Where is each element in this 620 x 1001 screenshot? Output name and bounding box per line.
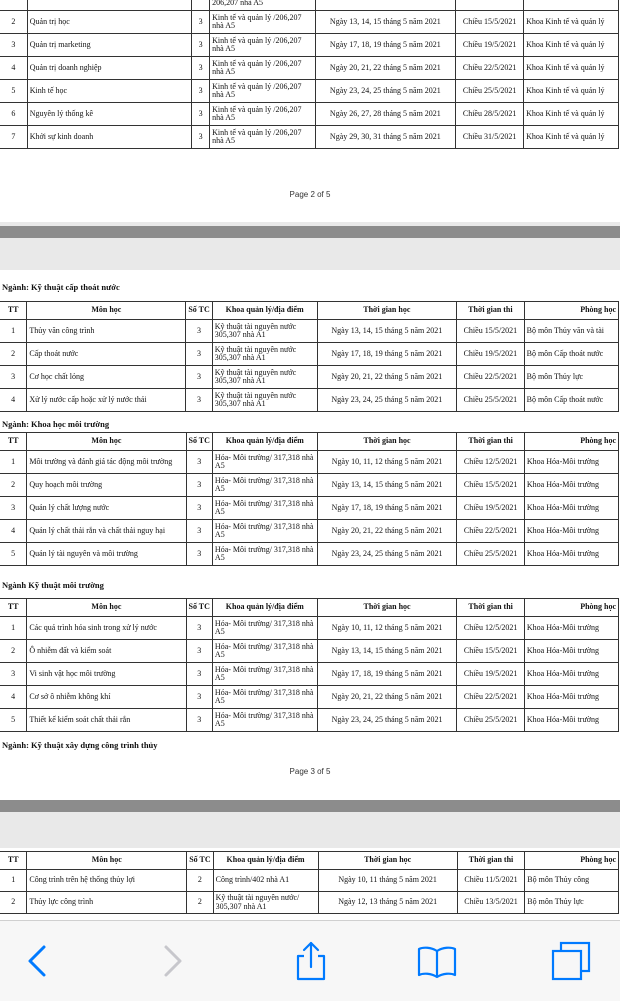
credits-cell: 3 (186, 497, 212, 520)
table-row (0, 543, 619, 566)
column-header: TT (0, 433, 27, 451)
credits-cell: 2 (187, 892, 213, 914)
table-row (0, 103, 619, 126)
row-number-cell: 2 (0, 892, 27, 914)
column-header: Phòng học (524, 302, 618, 320)
bookmarks-button[interactable] (415, 939, 459, 983)
table-row (0, 474, 619, 497)
study-time-cell: Ngày 13, 14, 15 tháng 5 năm 2021 (315, 11, 456, 34)
row-number-cell: 3 (0, 497, 27, 520)
location-cell: Hóa- Môi trường/ 317,318 nhà A5 (212, 520, 317, 543)
row-number-cell: 4 (0, 686, 27, 709)
location-cell: 206,207 nhà A5 (210, 0, 315, 11)
exam-time-cell: Chiều 28/5/2021 (456, 103, 524, 126)
table-row (0, 870, 619, 892)
location-cell: Hóa- Môi trường/ 317,318 nhà A5 (212, 617, 317, 640)
column-header: Số TC (186, 433, 212, 451)
room-cell: Khoa Hóa-Môi trường (524, 617, 618, 640)
schedule-table-management (0, 0, 619, 149)
study-time-cell: Ngày 23, 24, 25 tháng 5 năm 2021 (315, 80, 456, 103)
room-cell: Bộ môn Thủy văn và tài (524, 320, 618, 343)
study-time-cell: Ngày 20, 21, 22 tháng 5 năm 2021 (317, 520, 457, 543)
table-row (0, 320, 619, 343)
table-row (0, 11, 619, 34)
row-number-cell: 3 (0, 34, 27, 57)
row-number-cell: 2 (0, 640, 27, 663)
column-header: Môn học (27, 852, 187, 870)
room-cell: Khoa Kinh tế và quản lý (524, 103, 619, 126)
room-cell: Khoa Hóa-Môi trường (524, 497, 618, 520)
study-time-cell: Ngày 10, 11, 12 tháng 5 năm 2021 (317, 617, 457, 640)
exam-time-cell: Chiều 31/5/2021 (456, 126, 524, 149)
course-name-cell: Quy hoạch môi trường (27, 474, 186, 497)
credits-cell: 3 (186, 520, 212, 543)
row-number-cell: 3 (0, 366, 27, 389)
table-row (0, 520, 619, 543)
room-cell: Bộ môn Cấp thoát nước (524, 343, 618, 366)
course-name-cell: Thủy văn công trình (27, 320, 186, 343)
study-time-cell: Ngày 12, 13 tháng 5 năm 2021 (318, 892, 457, 914)
table-row (0, 343, 619, 366)
row-number-cell: 5 (0, 709, 27, 732)
row-number-cell: 1 (0, 617, 27, 640)
course-name-cell: Thủy lực công trình (27, 892, 187, 914)
schedule-table-water (0, 301, 619, 412)
row-number-cell: 5 (0, 80, 27, 103)
course-name-cell: Công trình trên hệ thống thủy lợi (27, 870, 187, 892)
credits-cell: 3 (186, 617, 212, 640)
forward-button[interactable] (150, 939, 194, 983)
location-cell: Kỹ thuật tài nguyên nước 305,307 nhà A1 (212, 366, 317, 389)
exam-time-cell: Chiều 12/5/2021 (457, 451, 525, 474)
column-header: Thời gian thi (457, 302, 524, 320)
exam-time-cell: Chiều 12/5/2021 (457, 617, 525, 640)
exam-time-cell: Chiều 22/5/2021 (457, 366, 524, 389)
location-cell: Kinh tế và quản lý /206,207 nhà A5 (210, 103, 315, 126)
row-number-cell: 1 (0, 451, 27, 474)
row-number-cell: 1 (0, 320, 27, 343)
exam-time-cell: Chiều 15/5/2021 (457, 320, 524, 343)
credits-cell: 3 (192, 80, 210, 103)
column-header: Số TC (186, 302, 212, 320)
course-name-cell: Quản trị doanh nghiệp (27, 57, 191, 80)
study-time-cell: Ngày 10, 11, 12 tháng 5 năm 2021 (317, 451, 457, 474)
column-header: Thời gian thi (457, 599, 525, 617)
credits-cell: 3 (186, 686, 212, 709)
room-cell: Khoa Kinh tế và quản lý (524, 80, 619, 103)
exam-time-cell: Chiều 19/5/2021 (457, 497, 525, 520)
table-row (0, 389, 619, 412)
room-cell: Bộ môn Thủy công (525, 870, 619, 892)
column-header: Phòng học (525, 852, 619, 870)
location-cell: Kinh tế và quản lý /206,207 nhà A5 (210, 126, 315, 149)
course-name-cell: Quản trị học (27, 11, 191, 34)
column-header: Thời gian học (317, 599, 457, 617)
row-number-cell: 2 (0, 11, 27, 34)
pdf-page-3 (0, 270, 620, 800)
exam-time-cell: Chiều 15/5/2021 (456, 11, 524, 34)
course-name-cell: Quản lý tài nguyên và môi trường (27, 543, 186, 566)
study-time-cell: Ngày 13, 14, 15 tháng 5 năm 2021 (317, 320, 457, 343)
course-name-cell: Khởi sự kinh doanh (27, 126, 191, 149)
location-cell: Kinh tế và quản lý /206,207 nhà A5 (210, 80, 315, 103)
study-time-cell: Ngày 13, 14, 15 tháng 5 năm 2021 (317, 474, 457, 497)
column-header: Thời gian học (317, 433, 457, 451)
study-time-cell: Ngày 17, 18, 19 tháng 5 năm 2021 (315, 34, 456, 57)
course-name-cell: Vi sinh vật học môi trường (27, 663, 186, 686)
share-icon (289, 939, 333, 983)
table-row (0, 709, 619, 732)
location-cell: Hóa- Môi trường/ 317,318 nhà A5 (212, 663, 317, 686)
table-row (0, 57, 619, 80)
location-cell: Hóa- Môi trường/ 317,318 nhà A5 (212, 451, 317, 474)
location-cell: Kỹ thuật tài nguyên nước 305,307 nhà A1 (212, 389, 317, 412)
study-time-cell: Ngày 17, 18, 19 tháng 5 năm 2021 (317, 343, 457, 366)
row-number-cell: 2 (0, 474, 27, 497)
exam-time-cell: Chiều 15/5/2021 (457, 474, 525, 497)
exam-time-cell: Chiều 11/5/2021 (457, 870, 525, 892)
exam-time-cell: Chiều 25/5/2021 (456, 80, 524, 103)
row-number-cell: 2 (0, 343, 27, 366)
column-header: Khoa quản lý/địa điểm (212, 599, 317, 617)
room-cell: Khoa Kinh tế và quản lý (524, 34, 619, 57)
study-time-cell: Ngày 20, 21, 22 tháng 5 năm 2021 (317, 686, 457, 709)
course-name-cell: Môi trường và đánh giá tác động môi trường (27, 451, 186, 474)
room-cell: Bộ môn Thủy lực (525, 892, 619, 914)
schedule-table-envsci (0, 432, 619, 566)
column-header: Môn học (27, 302, 186, 320)
credits-cell: 3 (186, 389, 212, 412)
table-row (0, 663, 619, 686)
study-time-cell: Ngày 20, 21, 22 tháng 5 năm 2021 (315, 57, 456, 80)
exam-time-cell: Chiều 22/5/2021 (457, 520, 525, 543)
page-separator (0, 226, 620, 238)
location-cell: Kinh tế và quản lý /206,207 nhà A5 (210, 34, 315, 57)
room-cell: Khoa Hóa-Môi trường (524, 709, 618, 732)
row-number-cell: 1 (0, 870, 27, 892)
room-cell: Khoa Kinh tế và quản lý (524, 57, 619, 80)
section-title-envsci: Ngành: Khoa học môi trường (2, 419, 110, 429)
location-cell: Hóa- Môi trường/ 317,318 nhà A5 (212, 474, 317, 497)
exam-time-cell: Chiều 25/5/2021 (457, 389, 524, 412)
column-header: Thời gian học (317, 302, 457, 320)
forward-icon (150, 939, 194, 983)
exam-time-cell: Chiều 19/5/2021 (456, 34, 524, 57)
course-name-cell: Ô nhiễm đất và kiểm soát (27, 640, 186, 663)
exam-time-cell: Chiều 13/5/2021 (457, 892, 525, 914)
column-header: Số TC (186, 599, 212, 617)
credits-cell: 3 (186, 640, 212, 663)
exam-time-cell: Chiều 25/5/2021 (457, 709, 525, 732)
page-number: Page 3 of 5 (289, 767, 331, 776)
section-title-enveng: Ngành Kỹ thuật môi trường (2, 580, 104, 590)
location-cell: Hóa- Môi trường/ 317,318 nhà A5 (212, 686, 317, 709)
location-cell: Kỹ thuật tài nguyên nước 305,307 nhà A1 (212, 320, 317, 343)
row-number-cell: 4 (0, 389, 27, 412)
bookmarks-icon (415, 939, 459, 983)
schedule-table-hydro (0, 851, 619, 914)
column-header: Thời gian học (318, 852, 457, 870)
page-separator (0, 800, 620, 812)
course-name-cell: Quản lý chất thải rắn và chất thải nguy hại (27, 520, 186, 543)
credits-cell: 3 (192, 103, 210, 126)
credits-cell: 3 (192, 34, 210, 57)
study-time-cell: Ngày 10, 11 tháng 5 năm 2021 (318, 870, 457, 892)
course-name-cell: Cơ sở ô nhiễm không khí (27, 686, 186, 709)
room-cell: Khoa Hóa-Môi trường (524, 640, 618, 663)
row-number-cell: 4 (0, 520, 27, 543)
course-name-cell: Quản lý chất lượng nước (27, 497, 186, 520)
credits-cell: 3 (186, 474, 212, 497)
study-time-cell: Ngày 17, 18, 19 tháng 5 năm 2021 (317, 497, 457, 520)
table-row (0, 640, 619, 663)
course-name-cell: Cơ học chất lỏng (27, 366, 186, 389)
table-row (0, 80, 619, 103)
study-time-cell: Ngày 20, 21, 22 tháng 5 năm 2021 (317, 366, 457, 389)
location-cell: Kỹ thuật tài nguyên nước 305,307 nhà A1 (212, 343, 317, 366)
credits-cell: 3 (186, 663, 212, 686)
column-header: Phòng học (524, 433, 618, 451)
exam-time-cell: Chiều 19/5/2021 (457, 663, 525, 686)
credits-cell: 3 (186, 451, 212, 474)
room-cell: Khoa Hóa-Môi trường (524, 474, 618, 497)
column-header: Môn học (27, 599, 186, 617)
table-row (0, 617, 619, 640)
page-number: Page 2 of 5 (289, 190, 331, 199)
credits-cell: 3 (192, 11, 210, 34)
room-cell: Khoa Hóa-Môi trường (524, 520, 618, 543)
browser-toolbar (0, 920, 620, 1001)
room-cell: Khoa Hóa-Môi trường (524, 663, 618, 686)
location-cell: Hóa- Môi trường/ 317,318 nhà A5 (212, 543, 317, 566)
study-time-cell: Ngày 13, 14, 15 tháng 5 năm 2021 (317, 640, 457, 663)
study-time-cell: Ngày 29, 30, 31 tháng 5 năm 2021 (315, 126, 456, 149)
credits-cell: 2 (187, 870, 213, 892)
credits-cell: 3 (186, 343, 212, 366)
room-cell: Khoa Kinh tế và quản lý (524, 126, 619, 149)
room-cell: Khoa Kinh tế và quản lý (524, 11, 619, 34)
course-name-cell: Nguyên lý thống kê (27, 103, 191, 126)
column-header: Khoa quản lý/địa điểm (212, 433, 317, 451)
section-title-hydro: Ngành: Kỹ thuật xây dựng công trình thủy (2, 740, 158, 750)
column-header: Thời gian thi (457, 852, 525, 870)
row-number-cell: 5 (0, 543, 27, 566)
course-name-cell: Xử lý nước cấp hoặc xử lý nước thải (27, 389, 186, 412)
course-name-cell: Cấp thoát nước (27, 343, 186, 366)
row-number-cell: 4 (0, 57, 27, 80)
location-cell: Công trình/402 nhà A1 (213, 870, 318, 892)
exam-time-cell: Chiều 22/5/2021 (456, 57, 524, 80)
section-title-water: Ngành: Kỹ thuật cấp thoát nước (2, 282, 120, 292)
credits-cell: 3 (186, 320, 212, 343)
column-header: Số TC (187, 852, 213, 870)
course-name-cell: Quản trị marketing (27, 34, 191, 57)
row-number-cell: 3 (0, 663, 27, 686)
study-time-cell: Ngày 23, 24, 25 tháng 5 năm 2021 (317, 389, 457, 412)
table-row (0, 126, 619, 149)
exam-time-cell: Chiều 15/5/2021 (457, 640, 525, 663)
credits-cell: 3 (186, 709, 212, 732)
table-row (0, 34, 619, 57)
room-cell: Bộ môn Cấp thoát nước (524, 389, 618, 412)
table-row (0, 497, 619, 520)
column-header: TT (0, 852, 27, 870)
location-cell: Kinh tế và quản lý /206,207 nhà A5 (210, 57, 315, 80)
course-name-cell: Các quá trình hóa sinh trong xử lý nước (27, 617, 186, 640)
room-cell: Khoa Hóa-Môi trường (524, 686, 618, 709)
study-time-cell: Ngày 23, 24, 25 tháng 5 năm 2021 (317, 709, 457, 732)
credits-cell: 3 (186, 543, 212, 566)
room-cell: Bộ môn Thủy lực (524, 366, 618, 389)
share-button[interactable] (289, 939, 333, 983)
study-time-cell: Ngày 23, 24, 25 tháng 5 năm 2021 (317, 543, 457, 566)
room-cell: Khoa Hóa-Môi trường (524, 543, 618, 566)
exam-time-cell: Chiều 25/5/2021 (457, 543, 525, 566)
location-cell: Hóa- Môi trường/ 317,318 nhà A5 (212, 640, 317, 663)
back-button[interactable] (16, 939, 60, 983)
course-name-cell: Thiết kế kiểm soát chất thải rắn (27, 709, 186, 732)
credits-cell: 3 (192, 126, 210, 149)
study-time-cell: Ngày 17, 18, 19 tháng 5 năm 2021 (317, 663, 457, 686)
column-header: Môn học (27, 433, 186, 451)
column-header: Khoa quản lý/địa điểm (212, 302, 317, 320)
row-number-cell: 7 (0, 126, 27, 149)
back-icon (16, 939, 60, 983)
exam-time-cell: Chiều 19/5/2021 (457, 343, 524, 366)
credits-cell: 3 (186, 366, 212, 389)
schedule-table-enveng (0, 598, 619, 732)
course-name-cell: Kinh tế học (27, 80, 191, 103)
row-number-cell: 6 (0, 103, 27, 126)
exam-time-cell: Chiều 22/5/2021 (457, 686, 525, 709)
table-row (0, 451, 619, 474)
tabs-icon (549, 939, 593, 983)
location-cell: Kinh tế và quản lý /206,207 nhà A5 (210, 11, 315, 34)
tabs-button[interactable] (549, 939, 593, 983)
table-row (0, 366, 619, 389)
column-header: TT (0, 302, 27, 320)
pdf-page-2 (0, 0, 620, 222)
column-header: Phòng học (524, 599, 618, 617)
room-cell: Khoa Hóa-Môi trường (524, 451, 618, 474)
location-cell: Kỹ thuật tài nguyên nước/ 305,307 nhà A1 (213, 892, 318, 914)
pdf-page-4 (0, 848, 620, 920)
location-cell: Hóa- Môi trường/ 317,318 nhà A5 (212, 497, 317, 520)
location-cell: Hóa- Môi trường/ 317,318 nhà A5 (212, 709, 317, 732)
credits-cell: 3 (192, 57, 210, 80)
study-time-cell: Ngày 26, 27, 28 tháng 5 năm 2021 (315, 103, 456, 126)
table-row (0, 892, 619, 914)
column-header: Thời gian thi (457, 433, 525, 451)
table-row (0, 686, 619, 709)
column-header: TT (0, 599, 27, 617)
column-header: Khoa quản lý/địa điểm (213, 852, 318, 870)
